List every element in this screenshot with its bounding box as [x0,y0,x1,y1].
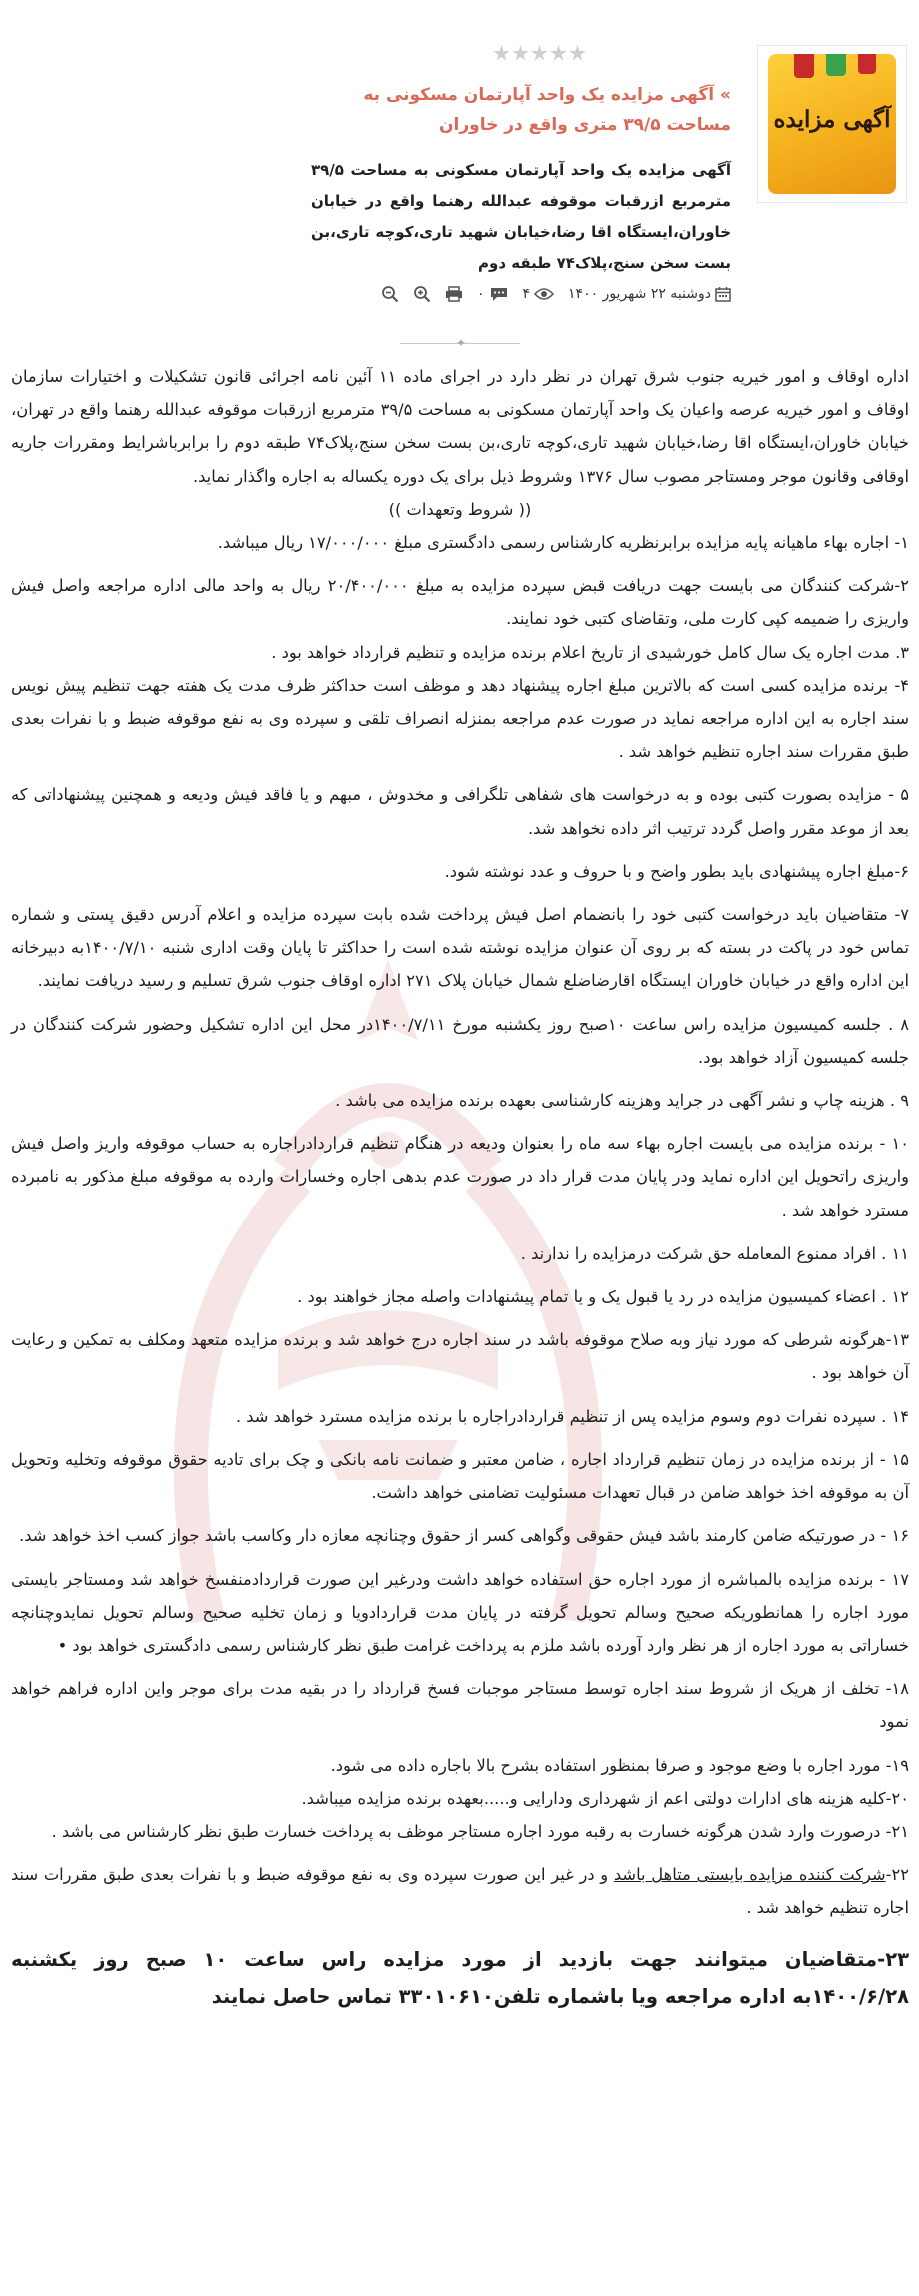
condition-item: ۱۷ - برنده مزایده بالمباشره از مورد اجاره حق استفاده خواهد داشت ودرغیر این صورت قراردادمنفسخ خواهد شد ومستاجر بایستی مورد اجاره را همانطوریکه صحیح وسالم تحویل گرفته در پایان مدت قراردادویا و زمان تخلیه صحیح وسالم تحویل نمایدوچنانچه خساراتی به مورد اجاره از هر نظر وارد آورده باشد ملزم به پرداخت غرامت طبق نظر کارشناس رسمی دادگستری خواهد بود • [11,1569,909,1655]
star-icon[interactable] [569,45,586,62]
condition-item: ۷- متقاضیان باید درخواست کتبی خود را بانضمام اصل فیش پرداخت شده بابت سپرده مزایده و اعلام آدرس دقیق پستی و شماره تماس خود در پاکت در بسته که بر روی آن عنوان مزایده نوشته شده است را حداکثر تا پایان وقت اداری شنبه ۱۴۰۰/۷/۱۰به دبیرخانه این اداره واقع در خیابان خاوران ایستگاه اقارضاضلع شمال خیابان پلاک ۲۷۱ اداره اوقاف جنوب شرق تسلیم و رسید دریافت نمایند. [11,905,909,991]
condition-item-22 [11,1858,909,1924]
zoom-in-icon[interactable] [413,285,431,303]
views-group [523,286,555,302]
condition-item: ۳. مدت اجاره یک سال کامل خورشیدی از تاریخ اعلام برنده مزایده و تنظیم قرارداد خواهد بود . [271,642,909,662]
condition-item-22-rest: و در غیر این صورت سپرده وی به نفع موقوفه ضبط و با نفرات بعدی طبق مقررات سند اجاره تنظیم خواهد شد . [11,1865,909,1918]
condition-item: ۸ . جلسه کمیسیون مزایده راس ساعت ۱۰صبح روز یکشنبه مورخ ۱۴۰۰/۷/۱۱در محل این اداره تشکیل وحضور شرکت کنندگان در جلسه کمیسیون آزاد خواهد بود. [11,1014,909,1067]
condition-item: ۱۱ . افراد ممنوع المعامله حق شرکت درمزایده را ندارند . [520,1243,909,1263]
condition-item-22-label: ۲۲- [885,1865,909,1885]
calendar-icon [715,286,731,302]
intro-paragraph: اداره اوقاف و امور خیریه جنوب شرق تهران در نظر دارد در اجرای ماده ۱۱ آئین نامه اجرائی قانون تشکیلات و اختیارات سازمان اوقاف و امور خیریه عرصه واعیان یک واحد آپارتمان مسکونی به مساحت ۳۹/۵ مترمربع ازرقبات موقوفه عبدالله رهنما واقع در تهران، خیابان خاوران،ایستگاه اقا رضا،خیابان شهید تاری،کوچه تاری،بن بست سخن سنج،پلاک۷۴ طبقه دوم را برابرباشرایط ومقررات جاریه اوقافی وقانون موجر ومستاجر مصوب سال ۱۳۷۶ وشروط ذیل برای یک دوره یکساله به اجاره واگذار نماید. [11,367,910,486]
condition-item: ۲۱- درصورت وارد شدن هرگونه خسارت به رقبه مورد اجاره مستاجر موظف به پرداخت خسارت طبق نظر کارشناس می باشد . [51,1821,909,1841]
article-header [0,0,919,350]
tag-red-2 [858,54,876,74]
date-group [568,286,731,302]
star-icon[interactable] [531,45,548,62]
print-icon[interactable] [445,286,463,302]
rating-stars[interactable] [493,45,588,63]
condition-item: ۹ . هزینه چاپ و نشر آگهی در جراید وهزینه کارشناسی بعهده برنده مزایده می باشد . [335,1091,909,1111]
comment-count: ۰ [476,286,485,302]
thumbnail-caption: آگهی مزایده [773,106,891,133]
tag-red [794,54,814,78]
star-icon[interactable] [493,45,510,62]
condition-item: ۱۹- مورد اجاره با وضع موجود و صرفا بمنظور استفاده بشرح بالا باجاره داده می شود. [330,1755,909,1775]
condition-item: ۱۰ - برنده مزایده می بایست اجاره بهاء سه ماه را بعنوان ودیعه در هنگام تنظیم قراردادراجاره به حساب موقوفه واریز واصل فیش واریزی راتحویل این اداره نماید ودر پایان مدت قرار داد در صورت عدم بدهی اجاره وخسارات وارده به موقوفه مبلغ مذکور به نامبرده مسترد خواهد شد . [11,1134,909,1220]
comments-group[interactable] [477,286,509,302]
conditions-list [11,526,909,1848]
condition-item: ۴- برنده مزایده کسی است که بالاترین مبلغ اجاره پیشنهاد دهد و موظف است حداکثر ظرف مدت یک هفته جهت تنظیم پیش نویس سند اجاره به این اداره مراجعه نماید در صورت عدم مراجعه بمنزله انصراف تلقی و سپرده وی به نفع موقوفه ضبط و با نفرات بعدی طبق مقررات سند اجاره تنظیم خواهد شد . [11,675,909,762]
condition-item: ۱- اجاره بهاء ماهیانه پایه مزایده برابرنظریه کارشناس رسمی دادگستری مبلغ ۱۷/۰۰۰/۰۰۰ ریال میباشد. [217,533,909,553]
conditions-heading: (( شروط وتعهدات )) [388,499,532,519]
condition-item-23: ۲۳-متقاضیان میتوانند جهت بازدید از مورد مزایده راس ساعت ۱۰ صبح روز یکشنبه ۱۴۰۰/۶/۲۸به اداره مراجعه ویا باشماره تلفن۳۳۰۱۰۶۱۰ تماس حاصل نمایند [11,1947,909,2008]
condition-item: ۱۲ . اعضاء کمیسیون مزایده در رد یا قبول یک و یا تمام پیشنهادات واصله مجاز خواهند بود . [297,1287,909,1307]
condition-item: ۱۸- تخلف از هریک از شروط سند اجاره توسط مستاجر موجبات فسخ قرارداد را در بقیه مدت برای موجر واین اداره فراهم خواهد نمود [11,1679,909,1732]
article-title[interactable]: » آگهی مزایده یک واحد آپارتمان مسکونی به مساحت ۳۹/۵ متری واقع در خاوران [363,85,731,135]
divider-ornament-icon: ✦ [455,336,467,350]
condition-item: ۱۶ - در صورتیکه ضامن کارمند باشد فیش حقوقی وگواهی کسر از حقوق وچنانچه معازه دار وکاسب باشد جواز کسب اخذ خواهد شد. [19,1526,909,1546]
condition-item: ۵ - مزایده بصورت کتبی بوده و به درخواست های شفاهی تلگرافی و مخدوش ، مبهم و یا فاقد فیش ودیعه و همچنین پیشنهاداتی که بعد از موعد مقرر واصل گردد ترتیب اثر داده نخواهد شد. [11,785,909,838]
thumbnail-image[interactable] [757,45,907,203]
shopping-bag-graphic [768,54,896,194]
condition-item: ۱۴ . سپرده نفرات دوم وسوم مزایده پس از تنظیم قراردادراجاره با برنده مزایده مسترد خواهد شد . [235,1406,909,1426]
view-count: ۴ [522,286,531,302]
article-lead: آگهی مزایده یک واحد آپارتمان مسکونی به مساحت ۳۹/۵ مترمربع ازرقبات موقوفه عبدالله رهنما واقع در خیابان خاوران،ایستگاه اقا رضا،خیابان شهید تاری،کوچه تاری،بن بست سخن سنج،پلاک۷۴ طبقه دوم [311,161,731,272]
condition-item: ۲۰-کلیه هزینه های ادارات دولتی اعم از شهرداری ودارایی و.....بعهده برنده مزایده میباشد. [301,1788,909,1808]
eye-icon [534,287,554,301]
star-icon[interactable] [550,45,567,62]
condition-item: ۱۳-هرگونه شرطی که مورد نیاز وبه صلاح موقوفه باشد در سند اجاره درج خواهد شد و برنده مزایده متعهد ومکلف به تمکین و رعایت آن خواهد بود . [11,1330,909,1383]
tag-green [826,54,846,76]
comment-icon [489,286,509,302]
condition-item: ۶-مبلغ اجاره پیشنهادی باید بطور واضح و با حروف و عدد نوشته شود. [444,861,909,881]
condition-item-22-underlined: شرکت کننده مزایده بایستی متاهل باشد [613,1865,886,1885]
star-icon[interactable] [512,45,529,62]
article-body [11,360,909,2025]
article-meta [311,282,731,306]
publish-date: دوشنبه ۲۲ شهریور ۱۴۰۰ [568,286,711,302]
zoom-out-icon[interactable] [381,285,399,303]
condition-item: ۱۵ - از برنده مزایده در زمان تنظیم قرارداد اجاره ، ضامن معتبر و ضمانت نامه بانکی و چک برای تادیه حقوق موقوفه وتخلیه وتحویل آن به موقوفه اخذ خواهد ضامن در قبال تعهدات مسئولیت تضامنی خواهد داشت. [11,1449,909,1503]
condition-item: ۲-شرکت کنندگان می بایست جهت دریافت قبض سپرده مزایده به مبلغ ۲۰/۴۰۰/۰۰۰ ریال به واحد مالی اداره مراجعه واصل فیش واریزی را ضمیمه کپی کارت ملی، وتقاضای کتبی خود نمایند. [11,576,909,629]
